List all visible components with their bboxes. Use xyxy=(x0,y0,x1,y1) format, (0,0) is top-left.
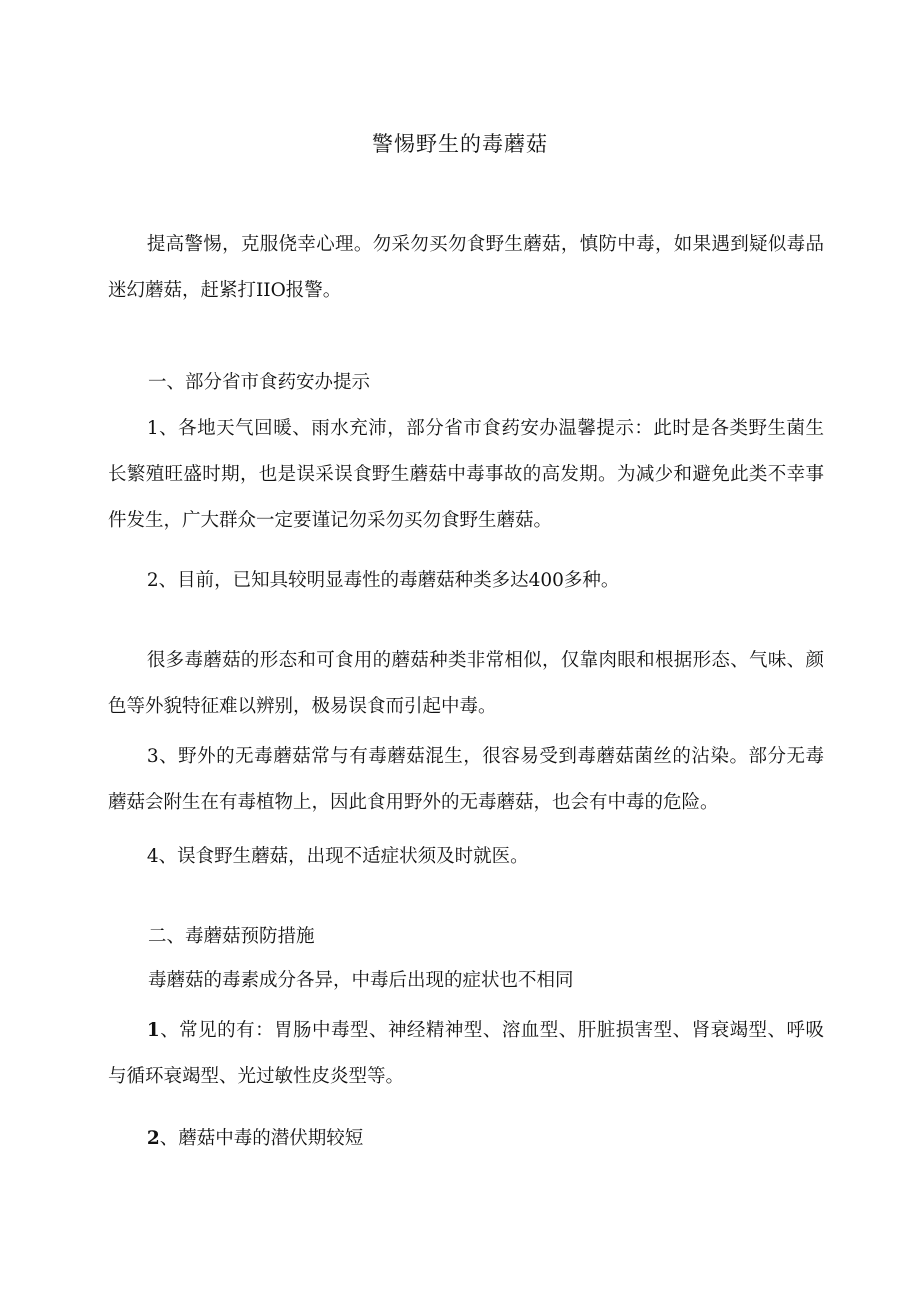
section-2-item-2-number: 2 xyxy=(146,1128,160,1149)
section-2-item-1-number: 1 xyxy=(146,1020,160,1041)
section-1-heading: 一、部分省市食药安办提示 xyxy=(148,372,371,393)
intro-paragraph: 提高警惕，克服侥幸心理。勿采勿买勿食野生蘑菇，慎防中毒，如果遇到疑似毒品迷幻蘑菇，赶紧打IIO报警。 xyxy=(108,234,824,301)
section-1-item-4: 4、误食野生蘑菇，出现不适症状须及时就医。 xyxy=(146,846,529,867)
section-1-item-2: 2、目前，已知具较明显毒性的毒蘑菇种类多达400多种。 xyxy=(146,570,620,591)
section-1-item-1: 1、各地天气回暖、雨水充沛，部分省市食药安办温馨提示：此时是各类野生菌生长繁殖旺盛时期，也是误采误食野生蘑菇中毒事故的高发期。为减少和避免此类不幸事件发生，广大群众一定要谨记勿采勿买勿食野生蘑菇。 xyxy=(108,418,824,531)
section-2-item-2 xyxy=(108,1116,824,1162)
section-2-item-2-text: 、蘑菇中毒的潜伏期较短 xyxy=(159,1128,364,1149)
section-2-item-1-text: 、常见的有：胃肠中毒型、神经精神型、溶血型、肝脏损害型、肾衰竭型、呼吸与循环衰竭型、光过敏性皮炎型等。 xyxy=(108,1020,824,1087)
section-1-note: 很多毒蘑菇的形态和可食用的蘑菇种类非常相似，仅靠肉眼和根据形态、气味、颜色等外貌特征难以辨别，极易误食而引起中毒。 xyxy=(108,650,824,717)
section-2-heading: 二、毒蘑菇预防措施 xyxy=(148,926,315,947)
section-2-item-1 xyxy=(108,1008,824,1100)
document-title: 警惕野生的毒蘑菇 xyxy=(372,132,548,156)
section-1-item-3: 3、野外的无毒蘑菇常与有毒蘑菇混生，很容易受到毒蘑菇菌丝的沾染。部分无毒蘑菇会附生在有毒植物上，因此食用野外的无毒蘑菇，也会有中毒的危险。 xyxy=(108,746,824,813)
section-2-lead: 毒蘑菇的毒素成分各异，中毒后出现的症状也不相同 xyxy=(148,970,574,991)
